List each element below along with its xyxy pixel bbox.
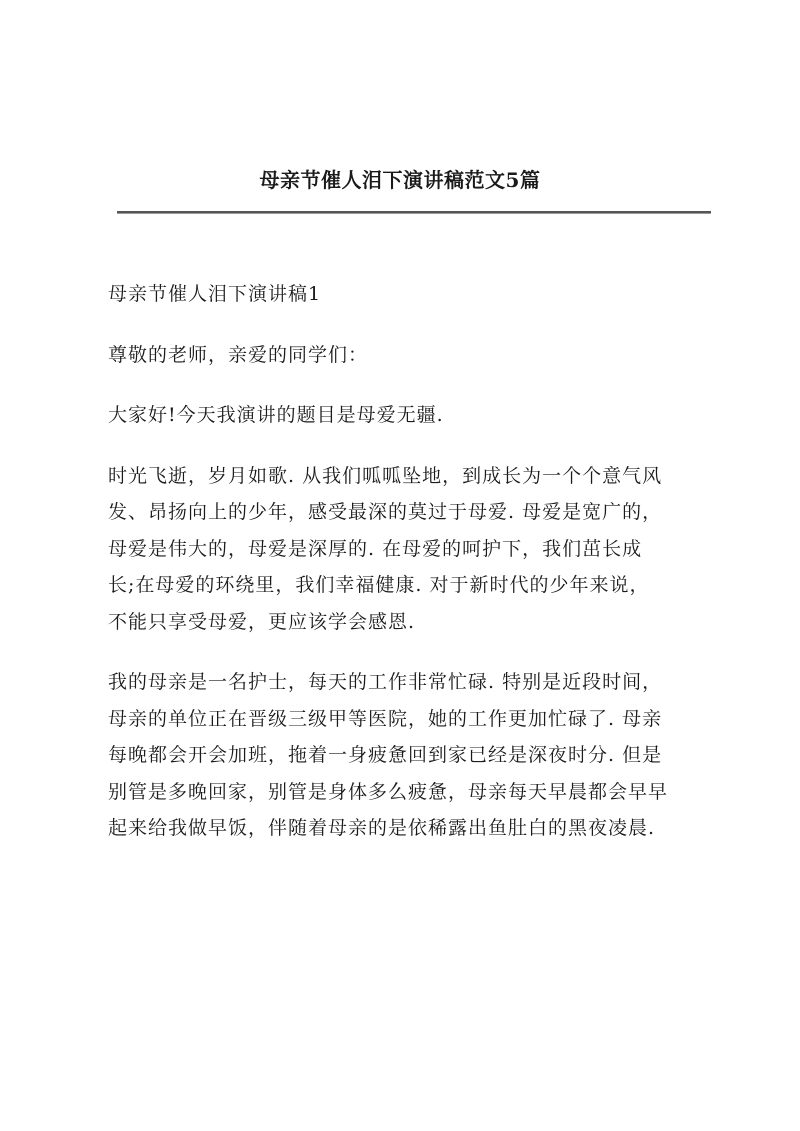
body-paragraph: 我的母亲是一名护士，每天的工作非常忙碌. 特别是近段时间， 母亲的单位正在晋级三级甲等医院，她的工作更加忙碌了. 母亲 每晚都会开会加班，拖着一身疲惫回到家已经是深夜时分. 但是 别管是多晚回家，别管是身体多么疲惫，母亲每天早晨都会早早 起来给我做早饭，伴随着母亲的是依稀露出鱼肚白的黑夜凌晨. xyxy=(108,671,669,839)
greeting-paragraph: 大家好!今天我演讲的题目是母爱无疆. xyxy=(108,404,444,426)
section-heading: 母亲节催人泪下演讲稿1 xyxy=(108,283,322,305)
document-title: 母亲节催人泪下演讲稿范文5篇 xyxy=(259,168,541,192)
salutation: 尊敬的老师，亲爱的同学们： xyxy=(108,343,369,366)
body-paragraph: 时光飞逝，岁月如歌. 从我们呱呱坠地，到成长为一个个意气风 发、昂扬向上的少年，感受最深的莫过于母爱. 母爱是宽广的， 母爱是伟大的，母爱是深厚的. 在母爱的呵护下，我们茁长成 长;在母爱的环绕里，我们幸福健康. 对于新时代的少年来说， 不能只享受母爱，更应该学会感恩. xyxy=(108,464,663,633)
document-body xyxy=(108,276,714,871)
title-divider xyxy=(117,211,711,214)
